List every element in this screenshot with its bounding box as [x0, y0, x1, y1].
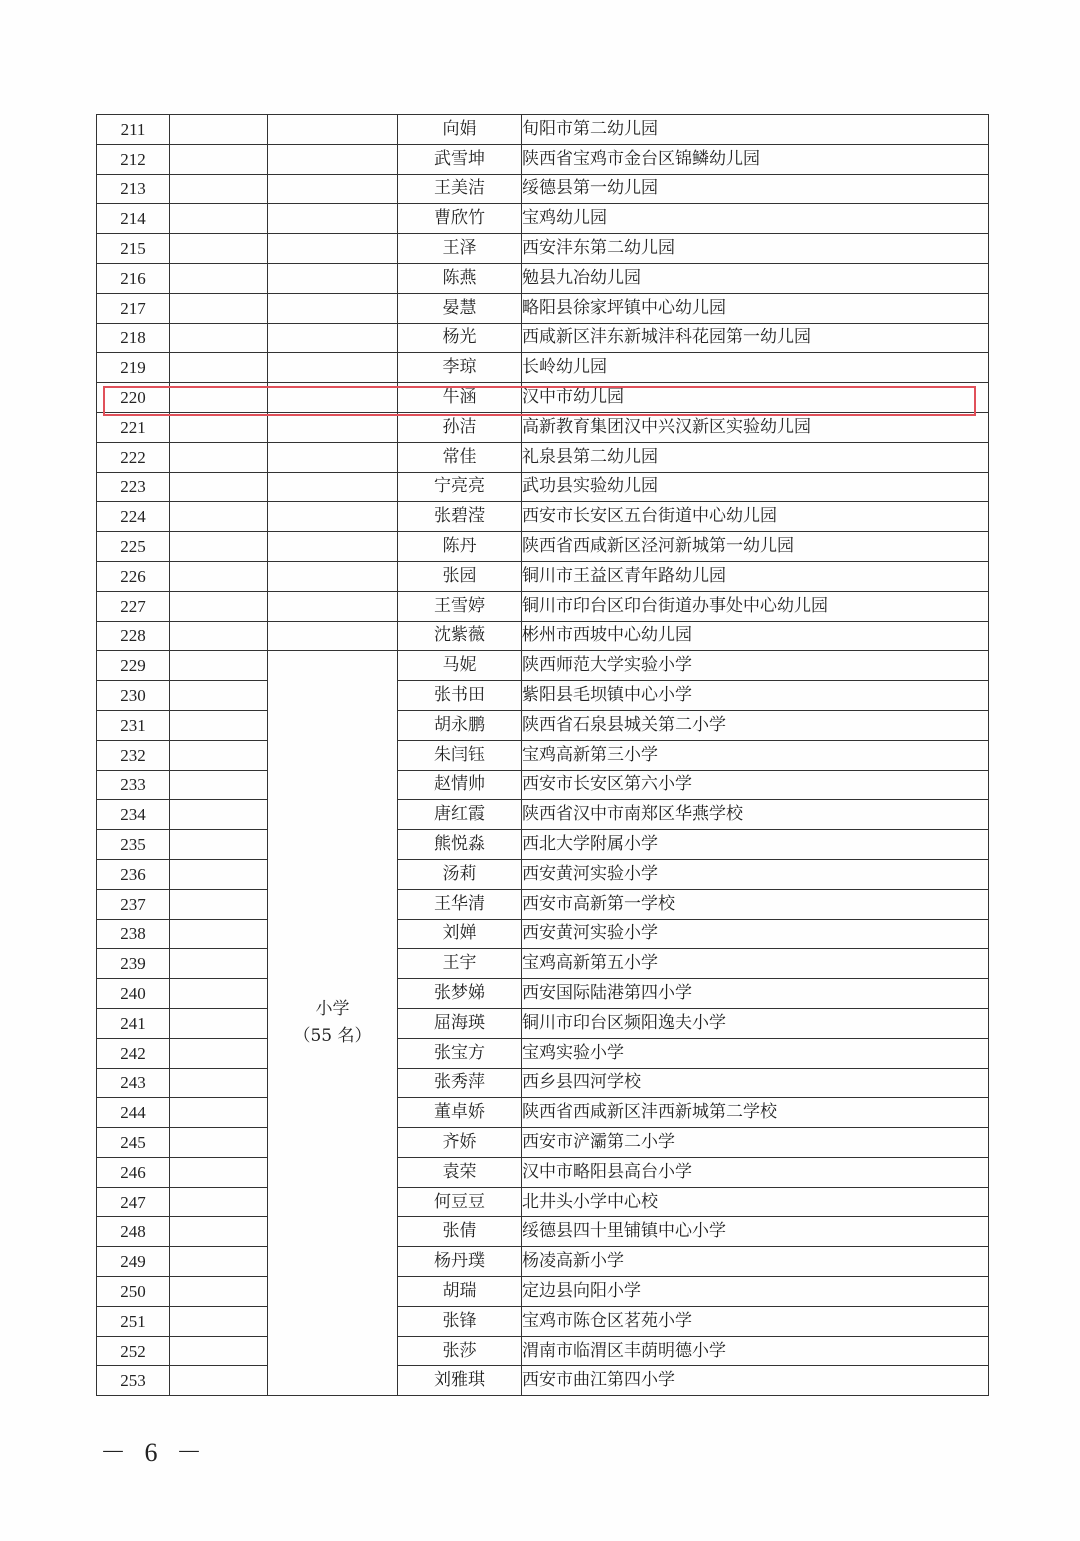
category-cell	[268, 144, 398, 174]
school-name: 宝鸡市陈仓区茗苑小学	[522, 1306, 989, 1336]
group-cell	[170, 889, 268, 919]
group-cell	[170, 1187, 268, 1217]
school-name: 定边县向阳小学	[522, 1277, 989, 1307]
school-name: 西咸新区沣东新城沣科花园第一幼儿园	[522, 323, 989, 353]
group-cell	[170, 1128, 268, 1158]
school-name: 宝鸡高新第五小学	[522, 949, 989, 979]
person-name: 杨光	[398, 323, 522, 353]
row-number: 213	[97, 174, 170, 204]
table-row	[97, 621, 989, 651]
category-cell	[268, 561, 398, 591]
category-cell	[268, 621, 398, 651]
person-name: 常佳	[398, 442, 522, 472]
table-row	[97, 949, 989, 979]
table-row	[97, 1306, 989, 1336]
row-number: 245	[97, 1128, 170, 1158]
category-cell	[268, 263, 398, 293]
table-row	[97, 115, 989, 145]
row-number: 252	[97, 1336, 170, 1366]
table-row	[97, 1247, 989, 1277]
school-name: 铜川市印台区印台街道办事处中心幼儿园	[522, 591, 989, 621]
row-number: 240	[97, 979, 170, 1009]
person-name: 董卓娇	[398, 1098, 522, 1128]
school-name: 西安沣东第二幼儿园	[522, 234, 989, 264]
table-row	[97, 651, 989, 681]
category-cell	[268, 383, 398, 413]
group-cell	[170, 1277, 268, 1307]
group-cell	[170, 1217, 268, 1247]
row-number: 227	[97, 591, 170, 621]
group-cell	[170, 115, 268, 145]
category-cell	[268, 442, 398, 472]
group-cell	[170, 740, 268, 770]
group-cell	[170, 621, 268, 651]
school-name: 汉中市略阳县高台小学	[522, 1157, 989, 1187]
table-row	[97, 830, 989, 860]
person-name: 张秀萍	[398, 1068, 522, 1098]
person-name: 王美洁	[398, 174, 522, 204]
group-cell	[170, 383, 268, 413]
school-name: 旬阳市第二幼儿园	[522, 115, 989, 145]
table-row	[97, 1038, 989, 1068]
row-number: 223	[97, 472, 170, 502]
school-name: 陕西省西咸新区泾河新城第一幼儿园	[522, 532, 989, 562]
person-name: 张倩	[398, 1217, 522, 1247]
row-number: 224	[97, 502, 170, 532]
group-cell	[170, 1247, 268, 1277]
group-cell	[170, 144, 268, 174]
row-number: 242	[97, 1038, 170, 1068]
group-cell	[170, 353, 268, 383]
table-row	[97, 412, 989, 442]
person-name: 张宝方	[398, 1038, 522, 1068]
group-cell	[170, 1098, 268, 1128]
group-cell	[170, 1038, 268, 1068]
row-number: 239	[97, 949, 170, 979]
category-cell	[268, 234, 398, 264]
row-number: 225	[97, 532, 170, 562]
person-name: 王雪婷	[398, 591, 522, 621]
row-number: 214	[97, 204, 170, 234]
row-number: 232	[97, 740, 170, 770]
person-name: 张莎	[398, 1336, 522, 1366]
person-name: 熊悦淼	[398, 830, 522, 860]
school-name: 西安黄河实验小学	[522, 859, 989, 889]
table-row	[97, 1128, 989, 1158]
group-cell	[170, 979, 268, 1009]
row-number: 222	[97, 442, 170, 472]
school-name: 紫阳县毛坝镇中心小学	[522, 681, 989, 711]
category-cell	[268, 353, 398, 383]
table-row	[97, 591, 989, 621]
row-number: 241	[97, 1008, 170, 1038]
school-name: 略阳县徐家坪镇中心幼儿园	[522, 293, 989, 323]
category-cell	[268, 115, 398, 145]
table-row	[97, 979, 989, 1009]
school-name: 礼泉县第二幼儿园	[522, 442, 989, 472]
table-row	[97, 1187, 989, 1217]
group-cell	[170, 710, 268, 740]
row-number: 220	[97, 383, 170, 413]
group-cell	[170, 591, 268, 621]
school-name: 西安市曲江第四小学	[522, 1366, 989, 1396]
person-name: 刘婵	[398, 919, 522, 949]
person-name: 杨丹璞	[398, 1247, 522, 1277]
group-cell	[170, 412, 268, 442]
row-number: 234	[97, 800, 170, 830]
category-count: （55 名）	[293, 1026, 372, 1047]
row-number: 229	[97, 651, 170, 681]
school-name: 西安市高新第一学校	[522, 889, 989, 919]
person-name: 袁荣	[398, 1157, 522, 1187]
row-number: 211	[97, 115, 170, 145]
school-name: 汉中市幼儿园	[522, 383, 989, 413]
person-name: 胡永鹏	[398, 710, 522, 740]
row-number: 249	[97, 1247, 170, 1277]
row-number: 236	[97, 859, 170, 889]
table-row	[97, 144, 989, 174]
school-name: 宝鸡幼儿园	[522, 204, 989, 234]
group-cell	[170, 234, 268, 264]
person-name: 马妮	[398, 651, 522, 681]
group-cell	[170, 1336, 268, 1366]
table-row	[97, 1366, 989, 1396]
table-row	[97, 293, 989, 323]
person-name: 张梦娣	[398, 979, 522, 1009]
person-name: 张碧滢	[398, 502, 522, 532]
row-number: 233	[97, 770, 170, 800]
person-name: 向娟	[398, 115, 522, 145]
person-name: 陈丹	[398, 532, 522, 562]
table-row	[97, 1217, 989, 1247]
category-cell	[268, 591, 398, 621]
person-name: 朱闫钰	[398, 740, 522, 770]
group-cell	[170, 800, 268, 830]
school-name: 西安黄河实验小学	[522, 919, 989, 949]
person-name: 刘雅琪	[398, 1366, 522, 1396]
group-cell	[170, 293, 268, 323]
person-name: 王华清	[398, 889, 522, 919]
roster-body	[97, 115, 989, 1396]
school-name: 渭南市临渭区丰荫明德小学	[522, 1336, 989, 1366]
table-row	[97, 263, 989, 293]
row-number: 243	[97, 1068, 170, 1098]
table-row	[97, 174, 989, 204]
table-row	[97, 1008, 989, 1038]
school-name: 宝鸡实验小学	[522, 1038, 989, 1068]
category-cell	[268, 204, 398, 234]
school-name: 长岭幼儿园	[522, 353, 989, 383]
table-row	[97, 1068, 989, 1098]
school-name: 绥德县第一幼儿园	[522, 174, 989, 204]
school-name: 西安市长安区第六小学	[522, 770, 989, 800]
group-cell	[170, 323, 268, 353]
group-cell	[170, 859, 268, 889]
school-name: 西安国际陆港第四小学	[522, 979, 989, 1009]
table-row	[97, 323, 989, 353]
table-row	[97, 681, 989, 711]
school-name: 西安市浐灞第二小学	[522, 1128, 989, 1158]
table-row	[97, 740, 989, 770]
person-name: 宁亮亮	[398, 472, 522, 502]
row-number: 248	[97, 1217, 170, 1247]
person-name: 赵情帅	[398, 770, 522, 800]
row-number: 212	[97, 144, 170, 174]
table-row	[97, 442, 989, 472]
group-cell	[170, 681, 268, 711]
person-name: 曹欣竹	[398, 204, 522, 234]
group-cell	[170, 174, 268, 204]
table-row	[97, 234, 989, 264]
school-name: 北井头小学中心校	[522, 1187, 989, 1217]
group-cell	[170, 442, 268, 472]
group-cell	[170, 561, 268, 591]
person-name: 张书田	[398, 681, 522, 711]
table-row	[97, 889, 989, 919]
table-row	[97, 204, 989, 234]
row-number: 228	[97, 621, 170, 651]
school-name: 西安市长安区五台街道中心幼儿园	[522, 502, 989, 532]
school-name: 铜川市印台区频阳逸夫小学	[522, 1008, 989, 1038]
table-row	[97, 1336, 989, 1366]
person-name: 何豆豆	[398, 1187, 522, 1217]
table-row	[97, 919, 989, 949]
school-name: 彬州市西坡中心幼儿园	[522, 621, 989, 651]
row-number: 253	[97, 1366, 170, 1396]
group-cell	[170, 263, 268, 293]
school-name: 陕西省石泉县城关第二小学	[522, 710, 989, 740]
row-number: 219	[97, 353, 170, 383]
table-row	[97, 532, 989, 562]
row-number: 215	[97, 234, 170, 264]
school-name: 陕西师范大学实验小学	[522, 651, 989, 681]
row-number: 218	[97, 323, 170, 353]
school-name: 铜川市王益区青年路幼儿园	[522, 561, 989, 591]
table-row	[97, 353, 989, 383]
table-row	[97, 472, 989, 502]
group-cell	[170, 949, 268, 979]
group-cell	[170, 1068, 268, 1098]
school-name: 西乡县四河学校	[522, 1068, 989, 1098]
person-name: 陈燕	[398, 263, 522, 293]
row-number: 221	[97, 412, 170, 442]
row-number: 231	[97, 710, 170, 740]
table-row	[97, 770, 989, 800]
school-name: 勉县九冶幼儿园	[522, 263, 989, 293]
row-number: 235	[97, 830, 170, 860]
category-cell	[268, 412, 398, 442]
person-name: 屈海瑛	[398, 1008, 522, 1038]
person-name: 汤莉	[398, 859, 522, 889]
table-row	[97, 1157, 989, 1187]
group-cell	[170, 770, 268, 800]
row-number: 247	[97, 1187, 170, 1217]
group-cell	[170, 651, 268, 681]
row-number: 251	[97, 1306, 170, 1336]
person-name: 唐红霞	[398, 800, 522, 830]
table-row	[97, 383, 989, 413]
school-name: 宝鸡高新第三小学	[522, 740, 989, 770]
person-name: 张锋	[398, 1306, 522, 1336]
group-cell	[170, 1008, 268, 1038]
group-cell	[170, 472, 268, 502]
group-cell	[170, 1306, 268, 1336]
person-name: 李琼	[398, 353, 522, 383]
table-row	[97, 1277, 989, 1307]
row-number: 230	[97, 681, 170, 711]
group-cell	[170, 1366, 268, 1396]
category-cell	[268, 323, 398, 353]
group-cell	[170, 830, 268, 860]
school-name: 绥德县四十里铺镇中心小学	[522, 1217, 989, 1247]
school-name: 陕西省宝鸡市金台区锦鳞幼儿园	[522, 144, 989, 174]
row-number: 237	[97, 889, 170, 919]
person-name: 齐娇	[398, 1128, 522, 1158]
person-name: 晏慧	[398, 293, 522, 323]
row-number: 226	[97, 561, 170, 591]
group-cell	[170, 532, 268, 562]
group-cell	[170, 1157, 268, 1187]
person-name: 王宇	[398, 949, 522, 979]
person-name: 沈紫薇	[398, 621, 522, 651]
table-row	[97, 710, 989, 740]
row-number: 246	[97, 1157, 170, 1187]
group-cell	[170, 204, 268, 234]
category-cell	[268, 174, 398, 204]
school-name: 武功县实验幼儿园	[522, 472, 989, 502]
group-cell	[170, 502, 268, 532]
table-row	[97, 502, 989, 532]
category-label: 小学	[315, 999, 350, 1020]
table-row	[97, 800, 989, 830]
school-name: 西北大学附属小学	[522, 830, 989, 860]
roster-table	[96, 114, 989, 1396]
person-name: 牛涵	[398, 383, 522, 413]
school-name: 高新教育集团汉中兴汉新区实验幼儿园	[522, 412, 989, 442]
table-row	[97, 561, 989, 591]
person-name: 武雪坤	[398, 144, 522, 174]
row-number: 250	[97, 1277, 170, 1307]
school-name: 陕西省汉中市南郑区华燕学校	[522, 800, 989, 830]
table-row	[97, 859, 989, 889]
category-cell	[268, 502, 398, 532]
row-number: 216	[97, 263, 170, 293]
school-name: 陕西省西咸新区沣西新城第二学校	[522, 1098, 989, 1128]
category-cell	[268, 293, 398, 323]
group-cell	[170, 919, 268, 949]
row-number: 238	[97, 919, 170, 949]
category-cell-primary-school	[268, 651, 398, 1396]
page-number: － 6 －	[100, 1438, 209, 1467]
person-name: 孙洁	[398, 412, 522, 442]
category-cell	[268, 472, 398, 502]
category-cell	[268, 532, 398, 562]
table-row	[97, 1098, 989, 1128]
person-name: 胡瑞	[398, 1277, 522, 1307]
row-number: 217	[97, 293, 170, 323]
person-name: 王泽	[398, 234, 522, 264]
person-name: 张园	[398, 561, 522, 591]
school-name: 杨凌高新小学	[522, 1247, 989, 1277]
row-number: 244	[97, 1098, 170, 1128]
